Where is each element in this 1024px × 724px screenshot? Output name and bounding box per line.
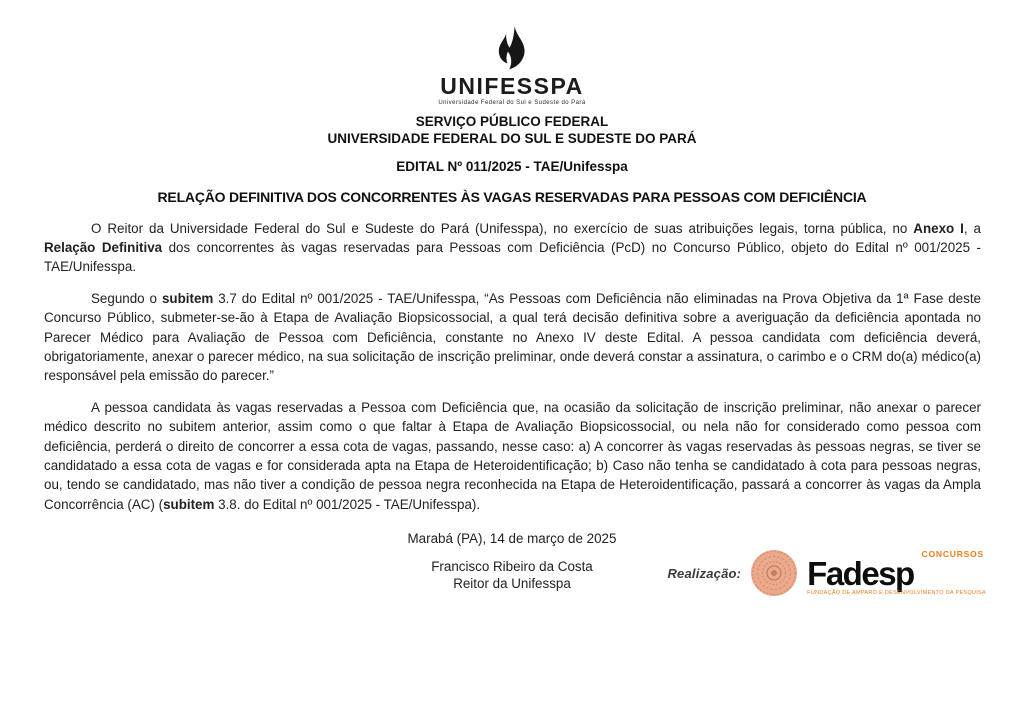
paragraph-1-text: O Reitor da Universidade Federal do Sul e Sudeste do Pará (Unifesspa), no exercício de suas atribuições legais, torna pública, no	[91, 220, 914, 236]
paragraph-2-bold-subitem: subitem	[161, 290, 214, 306]
paragraph-3-text: A pessoa candidata às vagas reservadas a Pessoa com Deficiência que, na ocasião da solicitação de inscrição preliminar, não anexar o parecer médico descrito no subitem anterior, assim como o que faltar à Etapa de Avaliação Biopsicossocial, ou nela não for considerado como pessoa com deficiência, perderá o direito de concorrer a essa cota de vagas, passando, nesse caso: a) A concorrer às vagas reservadas às pessoas negras, se tiver se candidatado a essa cota de vagas e for considerada apta na Etapa de Heteroidentificação; b) Caso não tenha se candidatado à cota para pessoas negras, ou, tendo se candidatado, mas não tiver a condição de pessoa negra reconhecida na Etapa de Heteroidentificação, passará a concorrer às vagas da Ampla Concorrência (AC) (	[44, 399, 981, 512]
header-service-line: SERVIÇO PÚBLICO FEDERAL	[415, 114, 609, 129]
paragraph-3-bold-subitem: subitem	[163, 496, 215, 512]
document-body	[44, 219, 981, 515]
paragraph-1-bold-relacao: Relação Definitiva	[44, 239, 163, 255]
page-title: RELAÇÃO DEFINITIVA DOS CONCORRENTES ÀS VAGAS RESERVADAS PARA PESSOAS COM DEFICIÊNCIA	[157, 188, 867, 205]
unifesspa-wordmark: UNIFESSPA	[440, 73, 584, 99]
fadesp-wordmark: Fadesp	[807, 554, 914, 592]
unifesspa-logo	[0, 26, 1024, 106]
paragraph-3	[44, 398, 981, 514]
paragraph-1	[44, 219, 981, 277]
unifesspa-logo-tagline: Universidade Federal do Sul e Sudeste do Pará	[438, 100, 586, 106]
fadesp-emblem-icon	[750, 549, 798, 597]
unifesspa-flame-icon	[490, 26, 534, 72]
fadesp-logo	[807, 550, 986, 596]
paragraph-2-text: 3.7 do Edital nº 001/2025 - TAE/Unifesspa, “As Pessoas com Deficiência não eliminadas na Prova Objetiva da 1ª Fase deste Concurso Público, submeter-se-ão à Etapa de Avaliação Biopsicossocial, a qual terá decisão definitiva sobre a averiguação da deficiência apontada no Parecer Médico para Avaliação de Pessoa com Deficiência, constante no Anexo IV deste Edital. A pessoa candidata com deficiência deverá, obrigatoriamente, anexar o parecer médico, na sua solicitação de inscrição preliminar, onde deverá constar a assinatura, o carimbo e o CRM do(a) médico(a) responsável pela emissão do parecer.”	[44, 290, 981, 384]
header-edital-line: EDITAL Nº 011/2025 - TAE/Unifesspa	[396, 159, 628, 174]
realization-footer	[667, 549, 986, 597]
paragraph-2	[44, 289, 981, 386]
paragraph-1-text: , a	[963, 220, 981, 236]
paragraph-3-text: 3.8. do Edital nº 001/2025 - TAE/Unifesspa).	[214, 496, 481, 512]
realization-label: Realização:	[667, 565, 742, 581]
fadesp-tagline: FUNDAÇÃO DE AMPARO E DESENVOLVIMENTO DA PESQUISA	[807, 589, 986, 596]
signer-role: Reitor da Unifesspa	[453, 576, 571, 592]
paragraph-1-text: dos concorrentes às vagas reservadas para Pessoas com Deficiência (PcD) no Concurso Público, objeto do Edital nº 001/2025 - TAE/Unifesspa.	[44, 239, 981, 275]
paragraph-2-text: Segundo o	[91, 290, 162, 306]
signer-name: Francisco Ribeiro da Costa	[431, 559, 593, 575]
paragraph-1-bold-anexo: Anexo I	[913, 220, 964, 236]
date-place-line: Marabá (PA), 14 de março de 2025	[407, 531, 617, 547]
header-university-line: UNIVERSIDADE FEDERAL DO SUL E SUDESTE DO PARÁ	[327, 130, 697, 146]
fadesp-concursos-label: CONCURSOS	[921, 548, 984, 559]
